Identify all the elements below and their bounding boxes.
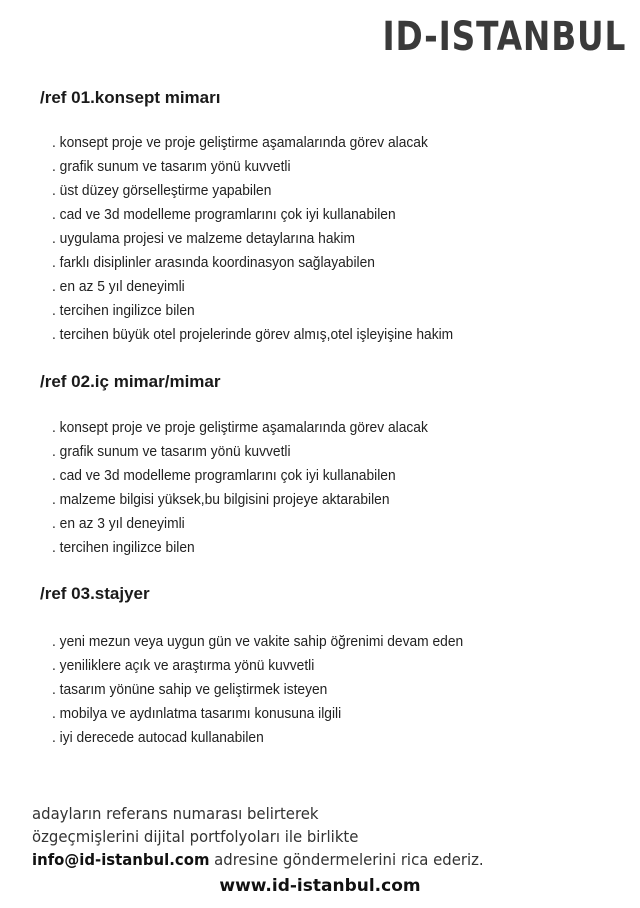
list-item: . yeni mezun veya uygun gün ve vakite sahip öğrenimi devam eden xyxy=(52,633,464,650)
requirements-list xyxy=(52,131,488,347)
company-logo: ID-ISTANBUL xyxy=(382,14,626,60)
section-title: /ref 02.iç mimar/mimar xyxy=(40,372,221,391)
list-item: . iyi derecede autocad kullanabilen xyxy=(52,729,264,746)
list-item: . yeniliklere açık ve araştırma yönü kuvvetli xyxy=(52,657,315,674)
list-item: . tasarım yönüne sahip ve geliştirmek isteyen xyxy=(52,681,328,698)
instruction-line-2: özgeçmişlerini dijital portfolyoları ile birlikte xyxy=(32,827,359,846)
list-item: . grafik sunum ve tasarım yönü kuvvetli xyxy=(52,158,291,175)
contact-email-link[interactable]: info@id-istanbul.com xyxy=(32,850,210,869)
list-item: . konsept proje ve proje geliştirme aşamalarında görev alacak xyxy=(52,134,428,151)
list-item: . tercihen ingilizce bilen xyxy=(52,302,195,319)
list-item: . tercihen büyük otel projelerinde görev almış,otel işleyişine hakim xyxy=(52,326,454,343)
list-item: . cad ve 3d modelleme programlarını çok iyi kullanabilen xyxy=(52,467,396,484)
list-item: . üst düzey görselleştirme yapabilen xyxy=(52,182,272,199)
list-item: . mobilya ve aydınlatma tasarımı konusuna ilgili xyxy=(52,705,342,722)
list-item: . uygulama projesi ve malzeme detaylarına hakim xyxy=(52,230,355,247)
instruction-line-1: adayların referans numarası belirterek xyxy=(32,804,319,823)
instruction-line-3 xyxy=(32,848,484,871)
requirements-list xyxy=(52,630,499,750)
section-title: /ref 03.stajyer xyxy=(40,584,150,603)
section-title: /ref 01.konsept mimarı xyxy=(40,88,221,107)
application-instructions xyxy=(32,802,518,871)
list-item: . malzeme bilgisi yüksek,bu bilgisini projeye aktarabilen xyxy=(52,491,390,508)
list-item: . en az 3 yıl deneyimli xyxy=(52,515,185,532)
list-item: . grafik sunum ve tasarım yönü kuvvetli xyxy=(52,443,291,460)
list-item: . farklı disiplinler arasında koordinasyon sağlayabilen xyxy=(52,254,375,271)
list-item: . cad ve 3d modelleme programlarını çok iyi kullanabilen xyxy=(52,206,396,223)
list-item: . tercihen ingilizce bilen xyxy=(52,539,195,556)
list-item: . en az 5 yıl deneyimli xyxy=(52,278,185,295)
website-link[interactable]: www.id-istanbul.com xyxy=(219,876,421,896)
list-item: . konsept proje ve proje geliştirme aşamalarında görev alacak xyxy=(52,419,428,436)
instruction-line-3-rest: adresine göndermelerini rica ederiz. xyxy=(209,850,484,869)
requirements-list xyxy=(52,416,461,560)
